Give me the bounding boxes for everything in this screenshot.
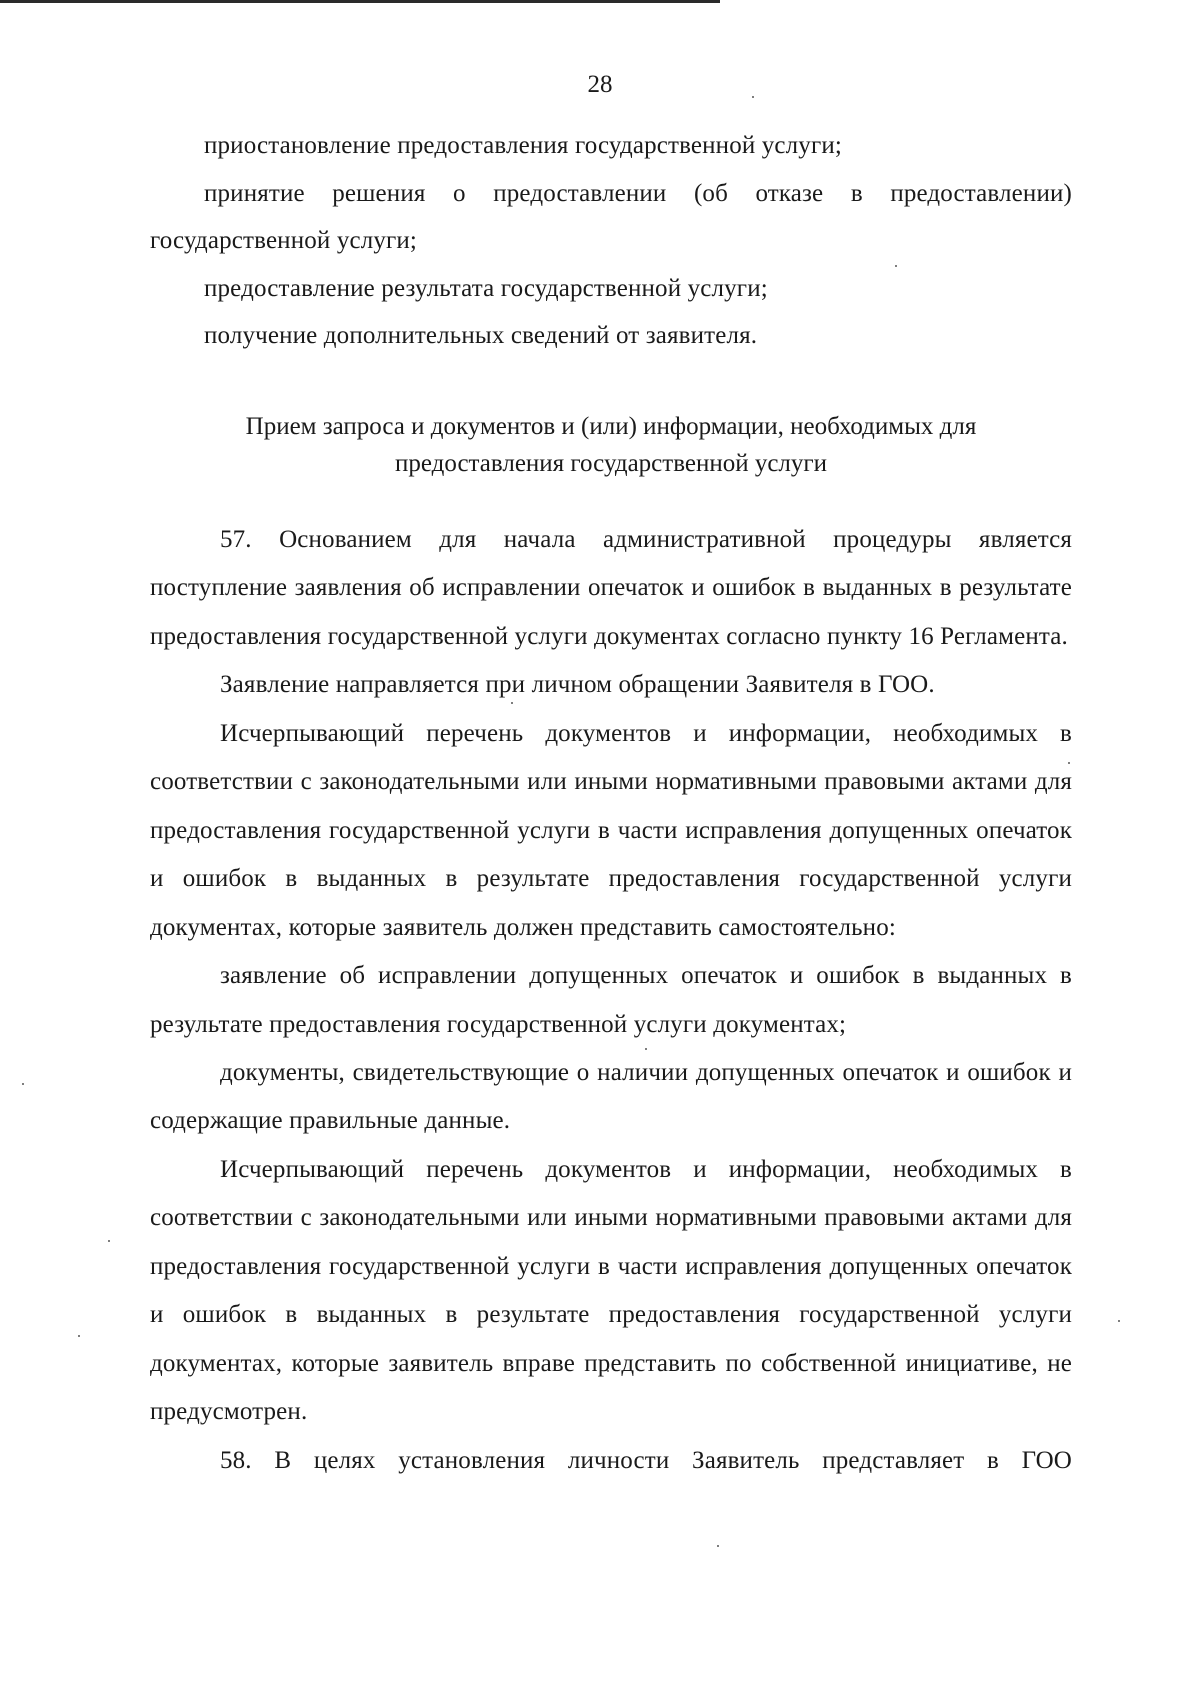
scan-speck xyxy=(78,1335,80,1337)
list-item: предоставление результата государственной услуги; xyxy=(204,274,768,302)
list-item: документы, свидетельствующие о наличии допущенных опечаток и ошибок и содержащие правильные данные. xyxy=(150,1058,1072,1135)
section-heading xyxy=(150,408,1072,482)
scan-speck xyxy=(717,1545,719,1547)
procedure-list xyxy=(150,122,1072,360)
scan-speck xyxy=(108,1240,110,1242)
paragraph-57: 57. Основанием для начала административной процедуры является поступление заявления об исправлении опечаток и ошибок в выданных в результате предоставления государственной услуги документах согласно пункту 16 Регламента. xyxy=(150,526,1072,650)
list-item: получение дополнительных сведений от заявителя. xyxy=(204,322,758,349)
paragraph: Исчерпывающий перечень документов и информации, необходимых в соответствии с законодательными или иными нормативными правовыми актами для предоставления государственной услуги в части исправления допущенных опечаток и ошибок в выданных в результате предоставления государственной услуги документах, которые заявитель вправе представить по собственной инициативе, не предусмотрен. xyxy=(150,1155,1072,1426)
list-item: принятие решения о предоставлении (об отказе в предоставлении) государственной услуги; xyxy=(150,179,1072,254)
section-heading-line: Прием запроса и документов и (или) информации, необходимых для xyxy=(245,413,977,440)
list-item: заявление об исправлении допущенных опечаток и ошибок в выданных в результате предоставления государственной услуги документах; xyxy=(150,962,1072,1038)
list-item: приостановление предоставления государственной услуги; xyxy=(204,132,842,159)
scan-speck xyxy=(1118,1320,1120,1322)
scan-top-edge xyxy=(0,0,720,3)
paragraph: Заявление направляется при личном обращении Заявителя в ГОО. xyxy=(220,671,935,699)
paragraph: Исчерпывающий перечень документов и информации, необходимых в соответствии с законодательными или иными нормативными правовыми актами для предоставления государственной услуги в части исправления допущенных опечаток и ошибок в выданных в результате предоставления государственной услуги документах, которые заявитель должен представить самостоятельно: xyxy=(150,719,1072,941)
document-body xyxy=(150,516,1072,1485)
page-number: 28 xyxy=(587,71,613,98)
scan-speck xyxy=(22,1083,24,1085)
paragraph-58: 58. В целях установления личности Заявитель представляет в ГОО xyxy=(220,1446,1072,1474)
section-heading-line: предоставления государственной услуги xyxy=(394,450,828,477)
